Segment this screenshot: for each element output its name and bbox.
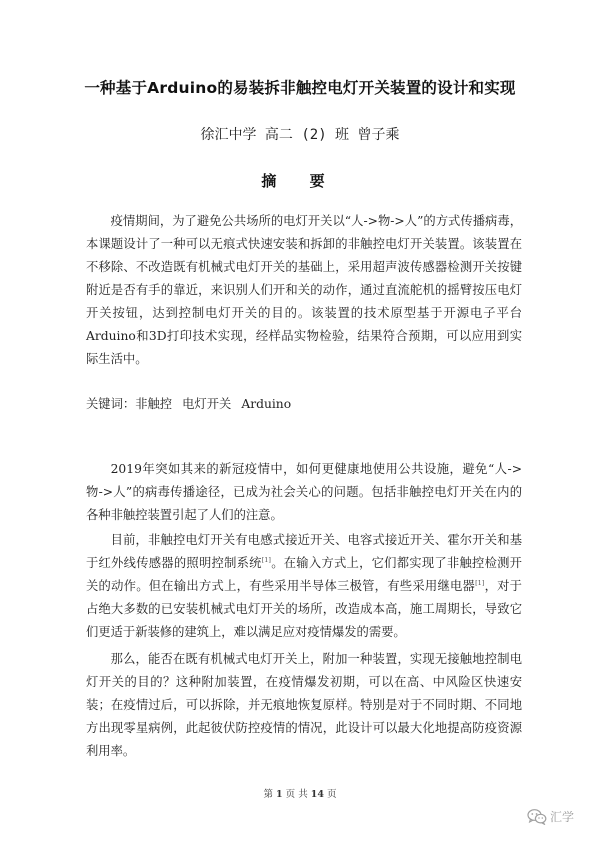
footer-total-pages: 14 [310,789,324,800]
wechat-icon [527,808,547,825]
page-footer [0,786,600,800]
author-line: 徐汇中学 高二 (2) 班 曾子乘 [200,127,400,143]
body-text: 。在输入方式上，它们都实现了非触控检测开关的动作。但在输出方式上，有些采用半导体三极管，有些采用继电器 [86,556,522,593]
watermark [527,806,574,826]
footer-page-number: 1 [276,789,283,800]
keyword: 电灯开关 [182,397,232,411]
body-text: ，对于占绝大多数的已安装机械式电灯开关的场所，改造成本高，施工周期长，导致它们更适于新装修的建筑上，难以满足应对疫情爆发的需要。 [86,579,522,639]
body-paragraph: 那么，能否在既有机械式电灯开关上，附加一种装置，实现无接触地控制电灯开关的目的？这种附加装置，在疫情爆发初期，可以在高、中风险区快速安装；在疫情过后，可以拆除，并无痕地恢复原样。特别是对于不同时期、不同地方出现零星病例，此起彼伏防控疫情的情况，此设计可以最大化地提高防疫资源利用率。 [86,652,522,758]
footer-suffix: 页 [327,789,337,800]
paper-title: 一种基于Arduino的易装拆非触控电灯开关装置的设计和实现 [84,79,516,97]
keyword: Arduino [241,397,292,411]
keywords-label: 关键词： [86,397,136,411]
citation-ref: [1] [475,578,485,587]
keywords-line [86,393,522,416]
watermark-text: 汇学 [550,809,575,824]
citation-ref: [1] [261,555,271,564]
body-paragraph: 2019年突如其来的新冠疫情中，如何更健康地使用公共设施，避免“人->物->人”的病毒传播途径，已成为社会关心的问题。包括非触控电灯开关在内的各种非触控装置引起了人们的注意。 [86,462,522,522]
body-paragraph [86,529,522,644]
footer-prefix: 第 [263,789,273,800]
body-text: 目前，非触控电灯开关有电感式接近开关、电容式接近开关、霍尔开关和基于红外线传感器的照明控制系统 [86,533,522,570]
keyword: 非触控 [135,397,173,411]
footer-middle: 页 共 [285,789,308,800]
abstract-paragraph: 疫情期间，为了避免公共场所的电灯开关以“人->物->人”的方式传播病毒，本课题设计了一种可以无痕式快速安装和拆卸的非触控电灯开关装置。该装置在不移除、不改造既有机械式电灯开关的基础上，采用超声波传感器检测开关按键附近是否有手的靠近，来识别人们开和关的动作，通过直流舵机的摇臂按压电灯开关按钮，达到控制电灯开关的目的。该装置的技术原型基于开源电子平台Arduino和3D打印技术实现，经样品实物检验，结果符合预期，可以应用到实际生活中。 [86,214,522,366]
abstract-heading: 摘 要 [261,172,339,190]
